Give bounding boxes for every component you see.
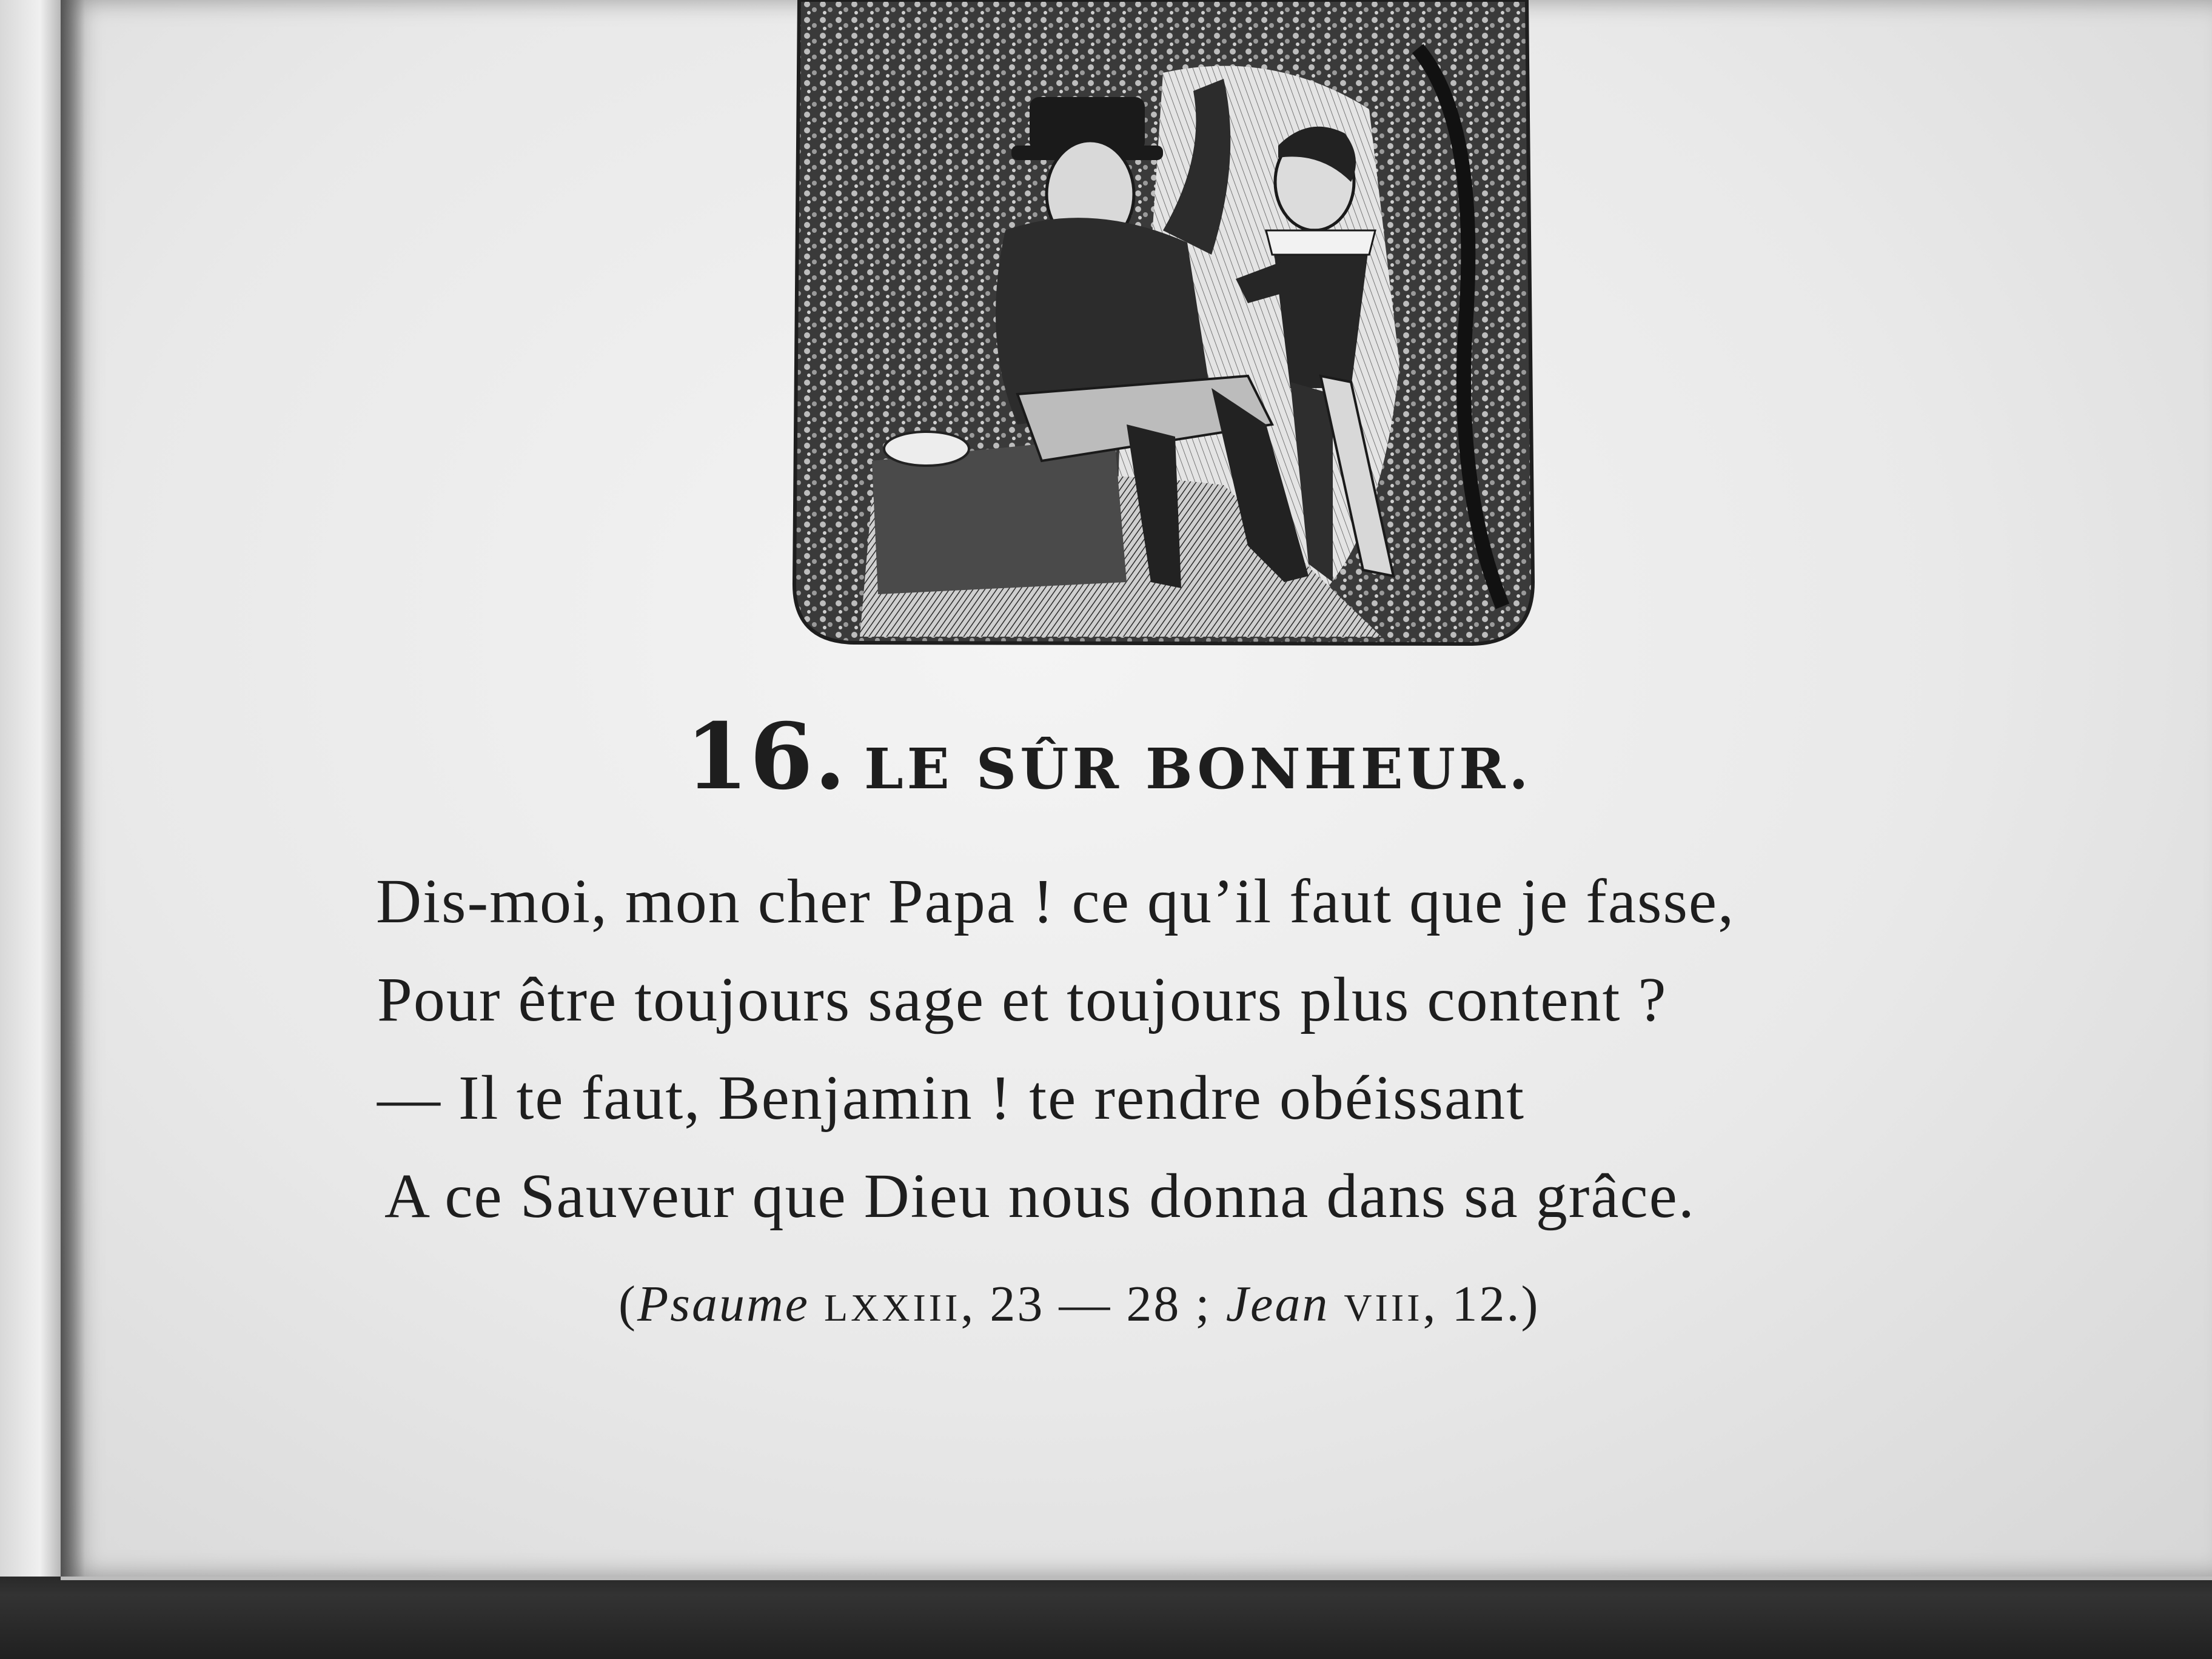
- poem-block: [364, 703, 2001, 1333]
- reference-open-paren: (: [618, 1276, 637, 1332]
- reference-verses-jean: , 12.): [1423, 1276, 1540, 1332]
- poem-title: [685, 703, 2001, 810]
- poem-title-text: LE SÛR BONHEUR.: [863, 736, 1532, 802]
- reference-book-psaume: Psaume: [637, 1276, 809, 1332]
- woodcut-illustration-icon: [787, 0, 1538, 649]
- poem-line: — Il te faut, Benjamin ! te rendre obéissant: [377, 1063, 1525, 1133]
- poem-line: Dis-moi, mon cher Papa ! ce qu’il faut que je fasse,: [376, 866, 1735, 936]
- poem-verse: [364, 853, 2001, 1245]
- poem-line: Pour être toujours sage et toujours plus content ?: [377, 965, 1667, 1034]
- poem-line: A ce Sauveur que Dieu nous donna dans sa grâce.: [384, 1161, 1695, 1231]
- reference-chapter-jean: VIII: [1344, 1286, 1423, 1329]
- reference-book-jean: Jean: [1225, 1276, 1330, 1332]
- page-gutter-shadow: [61, 0, 85, 1577]
- facing-page-edge: [0, 0, 67, 1577]
- reference-verses-psaume: , 23 — 28 ;: [960, 1276, 1226, 1332]
- scripture-reference: [618, 1275, 2001, 1333]
- poem-number: 16.: [685, 703, 847, 810]
- reference-chapter-psaume: LXXIII: [823, 1286, 961, 1329]
